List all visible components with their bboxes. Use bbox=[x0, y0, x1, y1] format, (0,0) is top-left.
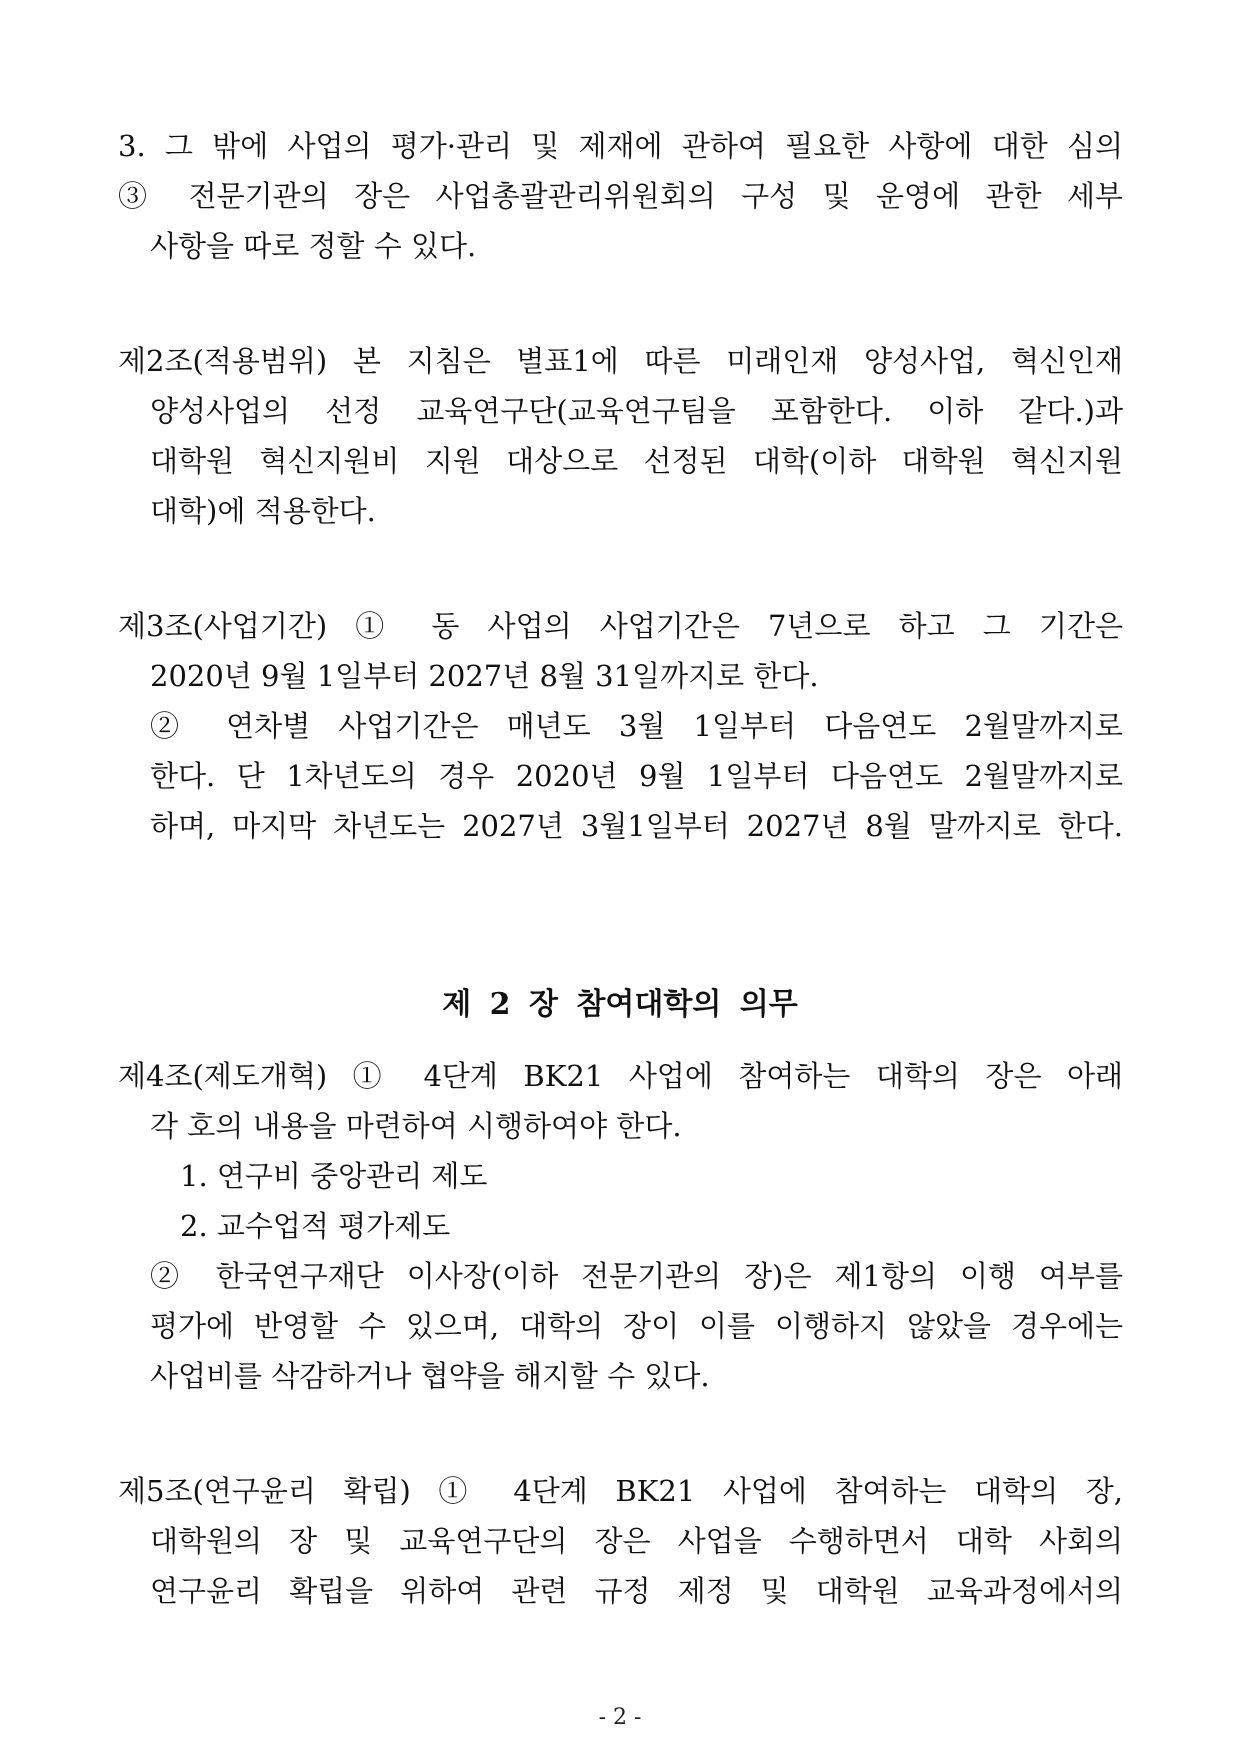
text-line: 한다. 단 1차년도의 경우 2020년 9월 1일부터 다음연도 2월말까지로 bbox=[150, 759, 1123, 793]
text-line: 평가에 반영할 수 있으며, 대학의 장이 이를 이행하지 않았을 경우에는 bbox=[150, 1309, 1123, 1343]
text-line: 양성사업의 선정 교육연구단(교육연구팀을 포함한다. 이하 같다.)과 bbox=[150, 394, 1123, 428]
text-line: 연구윤리 확립을 위하여 관련 규정 제정 및 대학원 교육과정에서의 bbox=[150, 1574, 1123, 1608]
list-item: 2. 교수업적 평가제도 bbox=[180, 1209, 451, 1243]
text-line: 사항을 따로 정할 수 있다. bbox=[150, 229, 477, 263]
text-line: 대학)에 적용한다. bbox=[150, 494, 376, 528]
text-line: 제3조(사업기간) ① 동 사업의 사업기간은 7년으로 하고 그 기간은 bbox=[118, 609, 1123, 643]
text-line: 각 호의 내용을 마련하여 시행하여야 한다. bbox=[150, 1109, 682, 1143]
text-line: 제4조(제도개혁) ① 4단계 BK21 사업에 참여하는 대학의 장은 아래 bbox=[118, 1059, 1123, 1093]
chapter-title: 제 2 장 참여대학의 의무 bbox=[442, 987, 798, 1022]
text-line: 3. 그 밖에 사업의 평가·관리 및 제재에 관하여 필요한 사항에 대한 심의 bbox=[118, 129, 1123, 163]
text-line: ② 연차별 사업기간은 매년도 3월 1일부터 다음연도 2월말까지로 bbox=[150, 709, 1123, 743]
page-number: - 2 - bbox=[598, 1705, 642, 1730]
text-line: 제2조(적용범위) 본 지침은 별표1에 따른 미래인재 양성사업, 혁신인재 bbox=[118, 344, 1123, 378]
text-line: 대학원의 장 및 교육연구단의 장은 사업을 수행하면서 대학 사회의 bbox=[150, 1524, 1123, 1558]
text-line: 사업비를 삭감하거나 협약을 해지할 수 있다. bbox=[150, 1359, 710, 1393]
text-line: ② 한국연구재단 이사장(이하 전문기관의 장)은 제1항의 이행 여부를 bbox=[150, 1259, 1123, 1293]
text-line: 대학원 혁신지원비 지원 대상으로 선정된 대학(이하 대학원 혁신지원 bbox=[150, 444, 1123, 478]
text-line: 하며, 마지막 차년도는 2027년 3월1일부터 2027년 8월 말까지로 한다. bbox=[150, 809, 1123, 843]
list-item: 1. 연구비 중앙관리 제도 bbox=[180, 1159, 488, 1193]
text-line: ③ 전문기관의 장은 사업총괄관리위원회의 구성 및 운영에 관한 세부 bbox=[118, 179, 1123, 213]
text-line: 2020년 9월 1일부터 2027년 8월 31일까지로 한다. bbox=[150, 659, 819, 693]
text-line: 제5조(연구윤리 확립) ① 4단계 BK21 사업에 참여하는 대학의 장, bbox=[118, 1474, 1123, 1508]
